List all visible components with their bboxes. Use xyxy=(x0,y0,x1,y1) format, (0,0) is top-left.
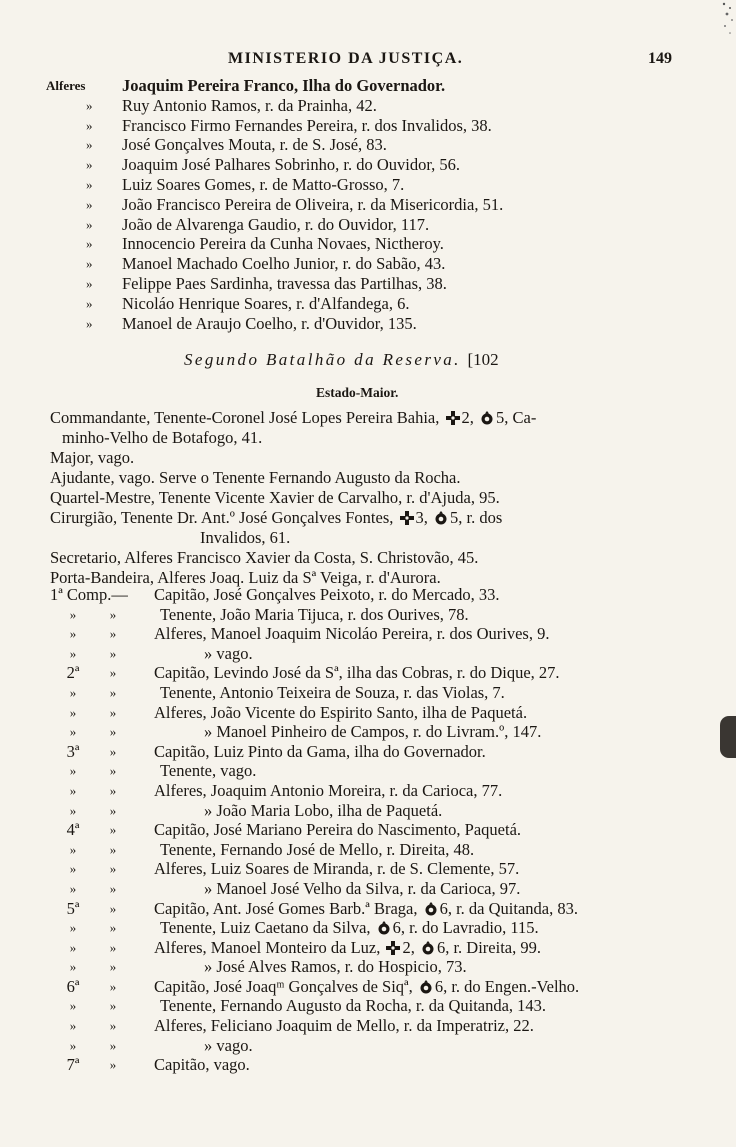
company-entry-main: Capitão, Levindo José da Sª, ilha das Cobras, r. do Dique, 27. xyxy=(154,663,560,683)
alferes-entry xyxy=(0,175,736,195)
ditto-mark: » xyxy=(69,959,77,975)
ditto-mark: » xyxy=(69,1037,77,1053)
company-entry-text xyxy=(154,663,560,683)
alferes-entry-text: Joaquim Pereira Franco, Ilha do Governador. xyxy=(122,76,446,95)
running-title: MINISTERIO DA JUSTIÇA. xyxy=(228,50,464,67)
company-row xyxy=(0,938,736,958)
alferes-entry-text: Felippe Paes Sardinha, travessa das Partilhas, 38. xyxy=(122,273,447,293)
ditto-mark: » xyxy=(86,236,93,252)
company-entry-main: Capitão, Ant. José Gomes Barb.ª Braga, xyxy=(154,898,418,918)
company-row xyxy=(0,663,736,683)
company-entry-main: Capitão, Luiz Pinto da Gama, ilha do Governador. xyxy=(154,741,486,761)
company-entry-main: » vago. xyxy=(204,643,253,663)
ditto-mark: » xyxy=(109,998,117,1014)
company-entry-text xyxy=(204,801,442,821)
page-edge-mark xyxy=(720,716,736,758)
company-entry-main: Tenente, Luiz Caetano da Silva, xyxy=(160,918,371,938)
company-label: 7ª xyxy=(66,1055,80,1075)
company-entry-text xyxy=(204,1036,253,1056)
alferes-entry-text: Ruy Antonio Ramos, r. da Prainha, 42. xyxy=(122,95,377,115)
alferes-entry-text: Manoel de Araujo Coelho, r. d'Ouvidor, 135. xyxy=(122,313,417,333)
ditto-mark: » xyxy=(109,645,117,661)
company-entry-text xyxy=(154,1055,250,1075)
company-entry-main: Alferes, Joaquim Antonio Moreira, r. da Carioca, 77. xyxy=(154,780,503,800)
company-row xyxy=(0,605,736,625)
alferes-entry xyxy=(0,215,736,235)
cross-order-icon xyxy=(386,941,400,955)
company-row xyxy=(0,703,736,723)
company-row xyxy=(0,957,736,977)
ditto-mark: » xyxy=(69,998,77,1014)
ditto-mark: » xyxy=(69,880,77,896)
company-entry-text xyxy=(160,840,474,860)
page-number: 149 xyxy=(648,50,672,67)
company-entry-text xyxy=(154,703,527,723)
company-entry-text xyxy=(204,879,520,899)
company-label: 2ª xyxy=(66,663,80,683)
ditto-mark: » xyxy=(109,684,117,700)
ditto-mark: » xyxy=(86,117,93,133)
ditto-mark: » xyxy=(109,1057,117,1073)
alferes-list xyxy=(0,76,736,333)
company-entry-main: Tenente, Fernando José de Mello, r. Direita, 48. xyxy=(160,839,475,859)
company-entry-main: » Manoel Pinheiro de Campos, r. do Livram.º, 147. xyxy=(204,722,542,742)
ditto-mark: » xyxy=(109,1018,117,1034)
company-entry-main: » Manoel José Velho da Silva, r. da Carioca, 97. xyxy=(204,878,521,898)
company-label: 3ª xyxy=(66,741,80,761)
staff-ajudante: Ajudante, vago. Serve o Tenente Fernando Augusto da Rocha. xyxy=(50,468,461,487)
company-row xyxy=(0,1055,736,1075)
staff-major: Major, vago. xyxy=(50,448,135,467)
rose-order-icon xyxy=(421,941,435,955)
company-row xyxy=(0,977,736,997)
company-entry-main: Alferes, Manoel Monteiro da Luz, xyxy=(154,937,381,957)
ditto-mark: » xyxy=(69,1018,77,1034)
company-entry-text xyxy=(160,605,469,625)
company-row xyxy=(0,585,736,605)
ditto-mark: » xyxy=(69,606,77,622)
company-row xyxy=(0,761,736,781)
company-entry-main: Capitão, vago. xyxy=(154,1055,250,1075)
company-entry-text xyxy=(154,938,541,958)
ditto-mark: » xyxy=(69,802,77,818)
alferes-entry-text: José Gonçalves Mouta, r. de S. José, 83. xyxy=(122,135,387,155)
staff-commandante-cont: minho-Velho de Botafogo, 41. xyxy=(62,428,263,447)
company-entry-text xyxy=(154,1016,534,1036)
alferes-entry xyxy=(0,116,736,136)
rose-order-icon xyxy=(480,411,494,425)
rose-order-icon xyxy=(377,921,391,935)
company-row xyxy=(0,801,736,821)
alferes-rank-label: Alferes xyxy=(46,78,86,93)
alferes-entry-text: João de Alvarenga Gaudio, r. do Ouvidor, 117. xyxy=(122,214,430,234)
ditto-mark: » xyxy=(109,920,117,936)
staff-porta-bandeira: Porta-Bandeira, Alferes Joaq. Luiz da Sª Veiga, r. d'Aurora. xyxy=(50,568,441,587)
company-entry-text xyxy=(160,761,256,781)
ditto-mark: » xyxy=(69,841,77,857)
company-entry-text xyxy=(154,585,500,605)
alferes-entry xyxy=(0,76,736,96)
ditto-mark: » xyxy=(69,626,77,642)
order-grade-address: 6, r. do Engen.-Velho. xyxy=(434,976,580,996)
alferes-entry xyxy=(0,135,736,155)
alferes-entry xyxy=(0,195,736,215)
alferes-entry-text: João Francisco Pereira de Oliveira, r. da Misericordia, 51. xyxy=(122,194,504,214)
company-label: 1ª Comp.— xyxy=(50,585,128,604)
cross-order-icon xyxy=(446,411,460,425)
alferes-entry-text: Manoel Machado Coelho Junior, r. do Sabão, 43. xyxy=(122,254,446,274)
company-entry-main: Alferes, Luiz Soares de Miranda, r. de S. Clemente, 57. xyxy=(154,859,520,879)
ditto-mark: » xyxy=(109,626,117,642)
ditto-mark: » xyxy=(86,256,93,272)
company-label: 5ª xyxy=(66,898,80,918)
company-label: 6ª xyxy=(66,976,80,996)
staff-commandante xyxy=(50,408,690,428)
staff-commandante-text: Commandante, Tenente-Coronel José Lopes Pereira Bahia, xyxy=(50,408,440,427)
page-header xyxy=(0,50,736,72)
company-entry-main: » vago. xyxy=(204,1035,253,1055)
company-entry-main: Alferes, João Vicente do Espirito Santo, ilha de Paquetá. xyxy=(154,702,528,722)
corner-speckle-mark xyxy=(718,0,736,40)
alferes-entry xyxy=(0,294,736,314)
ditto-mark: » xyxy=(109,939,117,955)
company-row xyxy=(0,1016,736,1036)
ditto-mark: » xyxy=(86,295,93,311)
order-grade-address: 6, r. da Quitanda, 83. xyxy=(439,898,578,918)
ditto-mark: » xyxy=(109,743,117,759)
company-entry-main: Capitão, José Gonçalves Peixoto, r. do Mercado, 33. xyxy=(154,585,500,604)
staff-list xyxy=(50,408,690,588)
company-row xyxy=(0,840,736,860)
company-entry-main: Tenente, Fernando Augusto da Rocha, r. da Quitanda, 143. xyxy=(160,996,547,1016)
ditto-mark: » xyxy=(109,763,117,779)
company-entry-text xyxy=(160,683,505,703)
companies-list xyxy=(0,585,736,1075)
company-label: 4ª xyxy=(66,820,80,840)
order-grade-address: 6, r. do Lavradio, 115. xyxy=(392,918,539,938)
ditto-mark: » xyxy=(109,900,117,916)
staff-cirurgiao-text: Cirurgião, Tenente Dr. Ant.º José Gonçalves Fontes, xyxy=(50,508,394,527)
ditto-mark: » xyxy=(69,939,77,955)
company-entry-text xyxy=(154,742,486,762)
company-row xyxy=(0,899,736,919)
alferes-entry-text: Joaquim José Palhares Sobrinho, r. do Ouvidor, 56. xyxy=(122,155,461,175)
ditto-mark: » xyxy=(86,216,93,232)
company-entry-text xyxy=(154,820,521,840)
company-row xyxy=(0,859,736,879)
ditto-mark: » xyxy=(109,606,117,622)
company-entry-main: Capitão, José Mariano Pereira do Nascimento, Paquetá. xyxy=(154,820,522,840)
company-entry-text xyxy=(204,722,541,742)
company-row xyxy=(0,742,736,762)
company-entry-main: » José Alves Ramos, r. do Hospicio, 73. xyxy=(204,957,467,977)
alferes-entry-text: Nicoláo Henrique Soares, r. d'Alfandega, 6. xyxy=(122,293,410,313)
staff-cirurgiao xyxy=(50,508,690,528)
company-entry-text xyxy=(160,918,539,938)
alferes-entry xyxy=(0,314,736,334)
rose-order-icon xyxy=(424,902,438,916)
order-grade-address: 6, r. Direita, 99. xyxy=(436,937,541,957)
company-row xyxy=(0,918,736,938)
company-row xyxy=(0,820,736,840)
ditto-mark: » xyxy=(86,176,93,192)
company-row xyxy=(0,781,736,801)
company-entry-main: Alferes, Feliciano Joaquim de Mello, r. da Imperatriz, 22. xyxy=(154,1016,534,1036)
rose-order-icon xyxy=(434,511,448,525)
subsection-title: Estado-Maior. xyxy=(316,385,399,400)
ditto-mark: » xyxy=(69,704,77,720)
staff-cirurgiao-order2: 5, r. dos xyxy=(450,508,503,527)
staff-commandante-order1: 2, xyxy=(461,408,474,427)
section-number: [102 xyxy=(467,350,499,369)
alferes-entry xyxy=(0,254,736,274)
company-entry-text xyxy=(204,957,467,977)
company-entry-text xyxy=(154,899,578,919)
cross-order-icon xyxy=(400,511,414,525)
alferes-entry-text: Francisco Firmo Fernandes Pereira, r. dos Invalidos, 38. xyxy=(122,115,492,135)
ditto-mark: » xyxy=(109,802,117,818)
company-entry-main: Tenente, João Maria Tijuca, r. dos Ourives, 78. xyxy=(160,604,469,624)
rose-order-icon xyxy=(419,980,433,994)
ditto-mark: » xyxy=(69,724,77,740)
staff-cirurgiao-order1: 3, xyxy=(415,508,428,527)
section-title xyxy=(184,350,499,370)
ditto-mark: » xyxy=(109,880,117,896)
company-row xyxy=(0,644,736,664)
section-title-text: Segundo Batalhão da Reserva. xyxy=(184,350,461,369)
company-row xyxy=(0,879,736,899)
staff-cirurgiao-cont: Invalidos, 61. xyxy=(200,528,291,547)
company-entry-text xyxy=(160,996,546,1016)
company-row xyxy=(0,683,736,703)
alferes-entry xyxy=(0,274,736,294)
ditto-mark: » xyxy=(109,782,117,798)
ditto-mark: » xyxy=(109,724,117,740)
company-entry-main: » João Maria Lobo, ilha de Paquetá. xyxy=(204,800,443,820)
alferes-entry xyxy=(0,96,736,116)
alferes-entry xyxy=(0,155,736,175)
company-entry-text xyxy=(154,977,579,997)
company-row xyxy=(0,1036,736,1056)
ditto-mark: » xyxy=(109,959,117,975)
alferes-entry xyxy=(0,234,736,254)
ditto-mark: » xyxy=(86,137,93,153)
alferes-entry-text: Luiz Soares Gomes, r. de Matto-Grosso, 7. xyxy=(122,174,405,194)
order-grade: 2, xyxy=(402,937,415,957)
ditto-mark: » xyxy=(109,861,117,877)
ditto-mark: » xyxy=(109,665,117,681)
company-row xyxy=(0,996,736,1016)
staff-commandante-order2: 5, Ca- xyxy=(496,408,537,427)
company-entry-text xyxy=(154,859,519,879)
ditto-mark: » xyxy=(86,275,93,291)
ditto-mark: » xyxy=(69,782,77,798)
ditto-mark: » xyxy=(109,704,117,720)
company-entry-main: Tenente, Antonio Teixeira de Souza, r. das Violas, 7. xyxy=(160,682,505,702)
company-entry-text xyxy=(204,644,253,664)
ditto-mark: » xyxy=(109,841,117,857)
company-row xyxy=(0,722,736,742)
ditto-mark: » xyxy=(109,822,117,838)
ditto-mark: » xyxy=(69,920,77,936)
ditto-mark: » xyxy=(69,763,77,779)
company-entry-text xyxy=(154,624,549,644)
ditto-mark: » xyxy=(109,978,117,994)
company-entry-main: Capitão, José Joaqᵐ Gonçalves de Siqª, xyxy=(154,976,413,996)
ditto-mark: » xyxy=(86,157,93,173)
staff-quartel-mestre: Quartel-Mestre, Tenente Vicente Xavier de Carvalho, r. d'Ajuda, 95. xyxy=(50,488,500,507)
company-entry-main: Alferes, Manoel Joaquim Nicoláo Pereira, r. dos Ourives, 9. xyxy=(154,624,550,644)
staff-secretario: Secretario, Alferes Francisco Xavier da Costa, S. Christovão, 45. xyxy=(50,548,479,567)
ditto-mark: » xyxy=(86,315,93,331)
alferes-entry-text: Innocencio Pereira da Cunha Novaes, Nictheroy. xyxy=(122,234,444,254)
ditto-mark: » xyxy=(69,684,77,700)
ditto-mark: » xyxy=(86,196,93,212)
ditto-mark: » xyxy=(69,645,77,661)
company-row xyxy=(0,624,736,644)
company-entry-main: Tenente, vago. xyxy=(160,761,257,781)
ditto-mark: » xyxy=(109,1037,117,1053)
ditto-mark: » xyxy=(69,861,77,877)
company-entry-text xyxy=(154,781,502,801)
ditto-mark: » xyxy=(86,97,93,113)
